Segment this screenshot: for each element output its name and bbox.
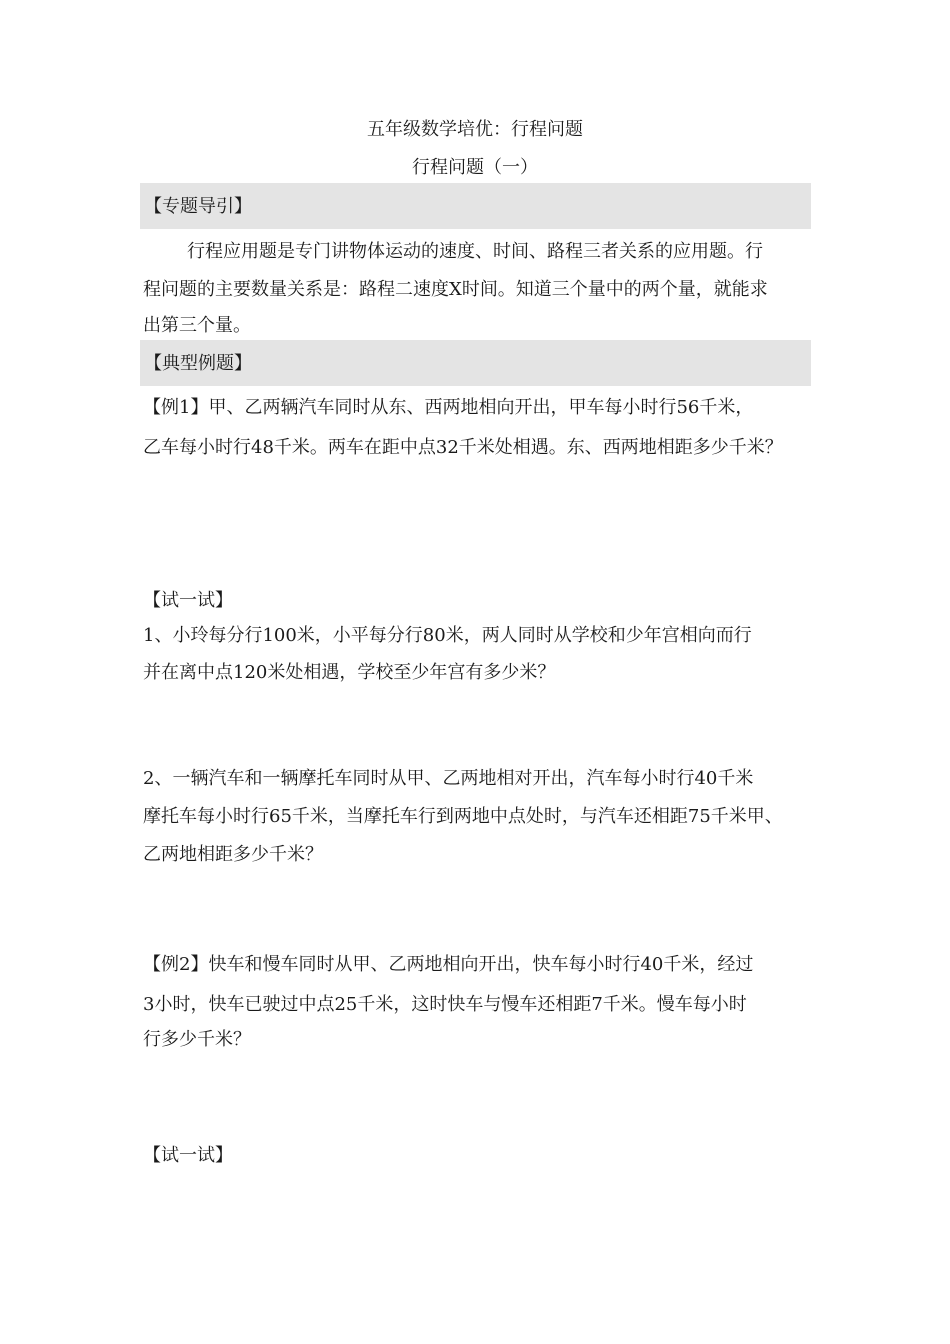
example2-line-1: 【例2】快车和慢车同时从甲、乙两地相向开出，快车每小时行40千米，经过 xyxy=(143,954,754,975)
page-title: 五年级数学培优：行程问题 xyxy=(367,119,583,140)
try1-q1-line-2: 并在离中点120米处相遇，学校至少年宫有多少米？ xyxy=(143,662,556,683)
example1-line-1: 【例1】甲、乙两辆汽车同时从东、西两地相向开出，甲车每小时行56千米， xyxy=(143,397,754,418)
try1-q2-line-3: 乙两地相距多少千米？ xyxy=(143,844,323,865)
try1-q2-line-1: 2、一辆汽车和一辆摩托车同时从甲、乙两地相对开出，汽车每小时行40千米 xyxy=(143,768,754,789)
try2-header: 【试一试】 xyxy=(143,1145,233,1166)
examples-header-band xyxy=(140,340,811,386)
page-subtitle: 行程问题（一） xyxy=(412,157,538,178)
intro-header-band xyxy=(140,183,811,229)
intro-line-1: 行程应用题是专门讲物体运动的速度、时间、路程三者关系的应用题。行 xyxy=(187,241,763,262)
intro-header: 【专题导引】 xyxy=(144,196,252,217)
try1-header: 【试一试】 xyxy=(143,590,233,611)
example1-line-2: 乙车每小时行48千米。两车在距中点32千米处相遇。东、西两地相距多少千米？ xyxy=(143,437,783,458)
intro-line-3: 出第三个量。 xyxy=(143,315,251,336)
examples-header: 【典型例题】 xyxy=(144,353,252,374)
try1-q1-line-1: 1、小玲每分行100米，小平每分行80米，两人同时从学校和少年宫相向而行 xyxy=(143,625,752,646)
example2-line-3: 行多少千米？ xyxy=(143,1029,251,1050)
intro-line-2: 程问题的主要数量关系是：路程二速度X时间。知道三个量中的两个量，就能求 xyxy=(143,279,768,300)
try1-q2-line-2: 摩托车每小时行65千米，当摩托车行到两地中点处时，与汽车还相距75千米甲、 xyxy=(143,806,783,827)
example2-line-2: 3小时，快车已驶过中点25千米，这时快车与慢车还相距7千米。慢车每小时 xyxy=(143,994,747,1015)
